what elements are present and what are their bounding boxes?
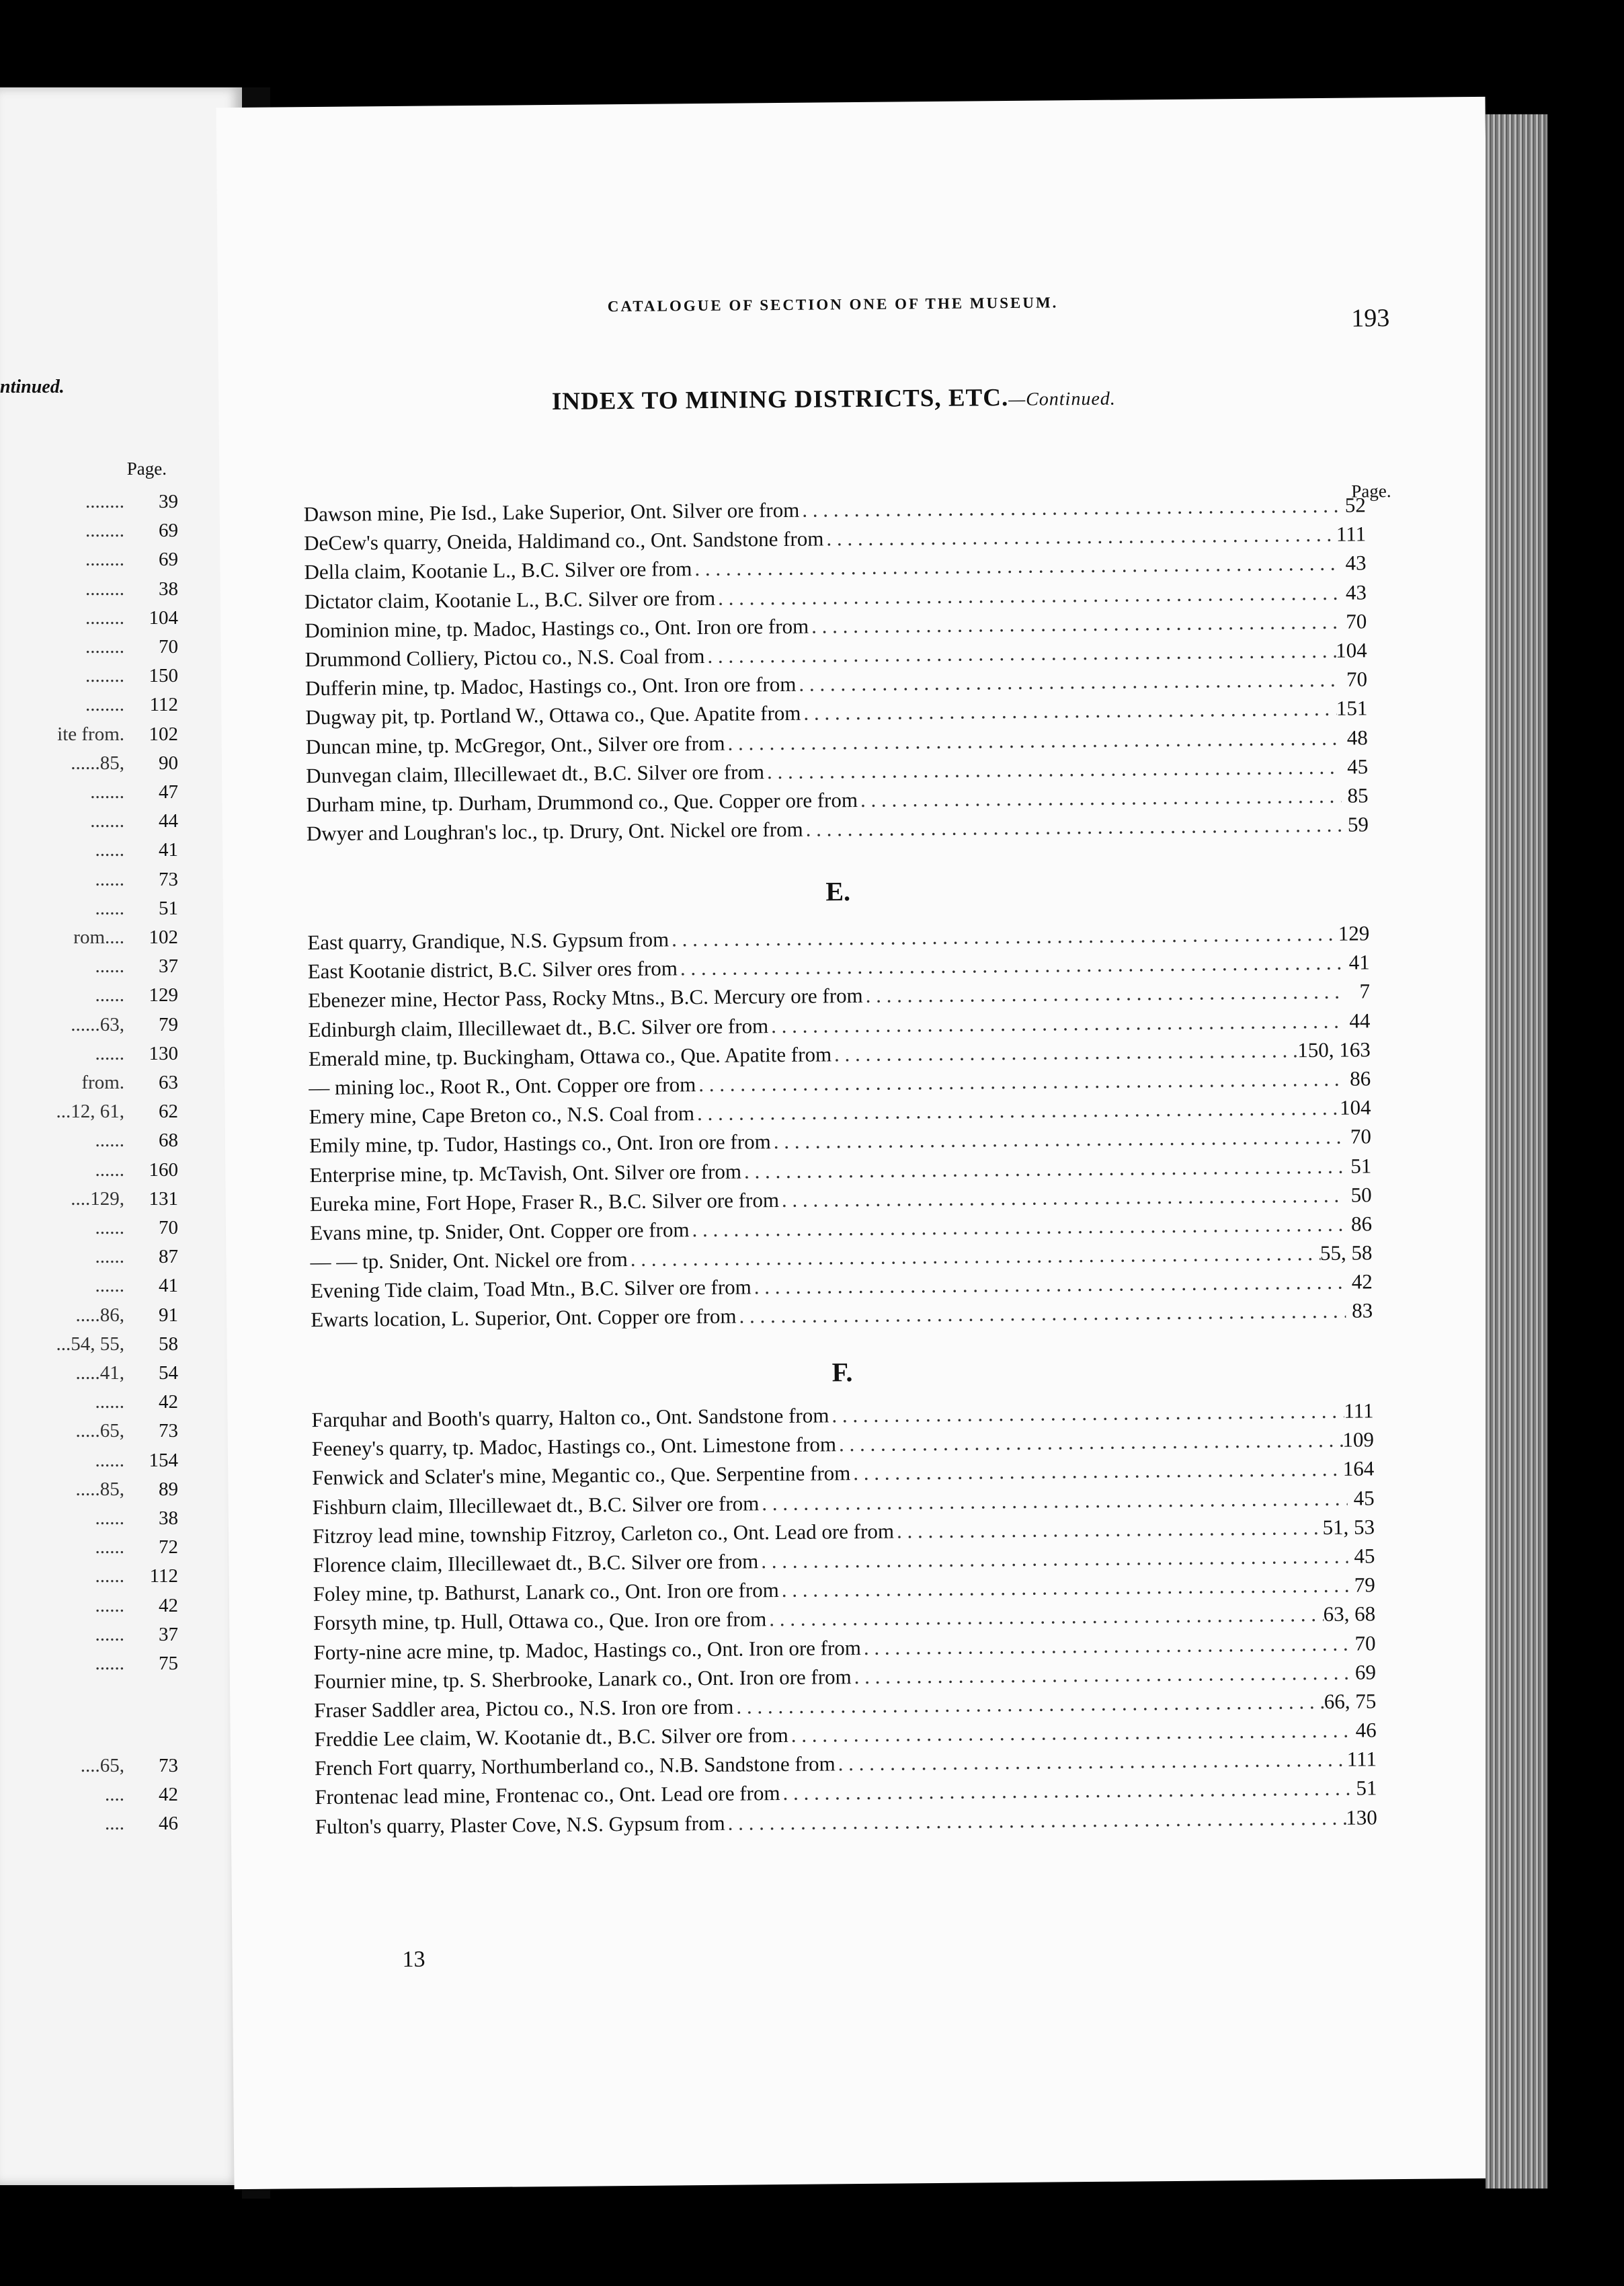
index-entry-text: Evans mine, tp. Snider, Ont. Copper ore from — [309, 1218, 690, 1245]
left-index-entry — [0, 1275, 178, 1302]
left-entry-page: 131 — [149, 1187, 178, 1210]
running-head: CATALOGUE OF SECTION ONE OF THE MUSEUM. — [607, 294, 1059, 315]
left-index-entry — [0, 1188, 178, 1215]
index-entry-text: Emily mine, tp. Tudor, Hastings co., Ont. Iron ore from — [309, 1130, 771, 1158]
left-entry-text: ....... — [90, 810, 124, 832]
index-entry-page: 59 — [1347, 812, 1369, 836]
leader-dots — [736, 1299, 1346, 1329]
index-entry-page: 83 — [1352, 1298, 1373, 1323]
index-entry-text: Fenwick and Sclater's mine, Megantic co., Que. Serpentine from — [312, 1461, 851, 1490]
leader-dots — [861, 1631, 1349, 1659]
index-entry-text: Dictator claim, Kootanie L., B.C. Silver ore from — [304, 586, 716, 613]
index-entry-text: Eureka mine, Fort Hope, Fraser R., B.C. Silver ore from — [309, 1187, 780, 1216]
left-index-entry — [0, 1813, 178, 1840]
left-entry-page: 129 — [149, 984, 178, 1007]
left-index-entry — [0, 810, 178, 837]
left-entry-text: .....85, — [75, 1478, 124, 1500]
section-letter-e: E. — [825, 876, 851, 907]
index-entry-text: French Fort quarry, Northumberland co., N.B. Sandstone from — [314, 1751, 836, 1780]
leader-dots — [759, 1486, 1348, 1515]
left-entry-text: ...12, 61, — [56, 1101, 124, 1123]
leader-dots — [704, 639, 1336, 668]
left-entry-text: .....65, — [75, 1420, 124, 1442]
index-entry-text: Foley mine, tp. Bathurst, Lanark co., Ont. Iron ore from — [313, 1578, 779, 1606]
index-entry-text: Florence claim, Illecillewaet dt., B.C. Silver ore from — [313, 1549, 759, 1577]
leader-dots — [678, 951, 1343, 981]
index-entry-text: Fraser Saddler area, Pictou co., N.S. Iron ore from — [314, 1694, 734, 1722]
index-entry-text: East quarry, Grandique, N.S. Gypsum from — [307, 927, 669, 955]
left-entry-page: 160 — [149, 1158, 178, 1181]
left-index-entry — [0, 694, 178, 721]
left-index-entry — [0, 636, 178, 663]
index-entry-page: 51 — [1356, 1776, 1377, 1801]
index-entry-text: Forsyth mine, tp. Hull, Ottawa co., Que. Iron ore from — [313, 1607, 767, 1635]
left-entry-page: 63 — [159, 1072, 178, 1093]
left-entry-text: ...... — [95, 1623, 124, 1645]
leader-dots — [796, 668, 1340, 697]
left-entry-text: ...... — [95, 1507, 124, 1529]
left-entry-text: ........ — [85, 520, 124, 542]
index-entry-text: Dwyer and Loughran's loc., tp. Drury, Ont. Nickel ore from — [306, 817, 803, 846]
leader-dots — [799, 494, 1339, 522]
left-entry-text: ....... — [90, 781, 124, 803]
left-entry-text: ...... — [95, 1653, 124, 1674]
left-entry-page: 112 — [149, 694, 178, 716]
left-index-entry — [0, 1653, 178, 1680]
left-entry-page: 104 — [149, 606, 178, 629]
left-index-entry — [0, 1450, 178, 1476]
index-entry-text: Dawson mine, Pie Isd., Lake Superior, Ont. Silver ore from — [303, 498, 800, 526]
left-entry-page: 37 — [159, 955, 178, 978]
left-entry-page: 38 — [159, 1507, 178, 1529]
left-entry-text: .... — [105, 1813, 124, 1835]
leader-dots — [696, 1067, 1344, 1097]
left-entry-text: ......63, — [71, 1013, 124, 1035]
index-entry-text: Emery mine, Cape Breton co., N.S. Coal from — [309, 1101, 695, 1129]
index-entry-page: 48 — [1346, 725, 1368, 750]
index-entry-text: Dugway pit, tp. Portland W., Ottawa co., Que. Apatite from — [305, 701, 801, 730]
index-entry-page: 66, 75 — [1324, 1689, 1377, 1713]
left-entry-page: 75 — [159, 1653, 178, 1674]
left-entry-page: 46 — [159, 1813, 178, 1835]
left-entry-text: ...... — [95, 897, 124, 919]
leader-dots — [733, 1690, 1324, 1719]
index-entry-page: 104 — [1335, 638, 1367, 662]
leader-dots — [852, 1660, 1350, 1688]
leader-dots — [758, 1544, 1348, 1574]
index-entry-page: 45 — [1353, 1485, 1375, 1510]
index-entry-page: 111 — [1336, 522, 1367, 546]
left-entry-page: 58 — [159, 1333, 178, 1355]
left-entry-text: ........ — [85, 578, 124, 600]
index-entry-text: Durham mine, tp. Durham, Drummond co., Que. Copper ore from — [306, 787, 858, 817]
left-entry-text: ...... — [95, 1158, 124, 1181]
left-entry-page: 89 — [159, 1478, 178, 1500]
right-page-content — [300, 97, 1391, 2189]
left-entry-page: 79 — [159, 1013, 178, 1035]
index-entry-text: Ebenezer mine, Hector Pass, Rocky Mtns., B.C. Mercury ore from — [307, 984, 863, 1013]
left-index-entry — [0, 1072, 178, 1099]
index-entry-page: 43 — [1345, 580, 1367, 604]
page-number: 193 — [1351, 304, 1390, 333]
left-index-entry — [0, 491, 178, 518]
left-index-entry — [0, 665, 178, 692]
leader-dots — [809, 609, 1340, 638]
index-title — [302, 380, 1365, 418]
leader-dots — [894, 1515, 1323, 1544]
leader-dots — [836, 1428, 1343, 1457]
left-entry-text: ...... — [95, 1217, 124, 1238]
left-entry-text: from. — [81, 1072, 124, 1093]
index-entry-page: 151 — [1336, 696, 1368, 721]
left-entry-page: 150 — [149, 665, 178, 687]
left-index-entry — [0, 955, 178, 982]
index-title-text: INDEX TO MINING DISTRICTS, ETC. — [551, 384, 1009, 416]
left-index-entry — [0, 898, 178, 924]
leader-dots — [850, 1457, 1343, 1485]
left-entry-text: ...... — [95, 955, 124, 978]
left-index-entry — [0, 1420, 178, 1447]
index-entry-page: 46 — [1355, 1718, 1377, 1742]
page-stack-edge — [1486, 114, 1547, 2189]
index-entry-page: 44 — [1349, 1008, 1371, 1033]
left-index-entry — [0, 927, 178, 953]
index-entry-text: Fishburn claim, Illecillewaet dt., B.C. Silver ore from — [312, 1491, 760, 1519]
leader-dots — [823, 522, 1336, 551]
signature-mark: 13 — [402, 1946, 425, 1972]
index-entry-text: Forty-nine acre mine, tp. Madoc, Hastings co., Ont. Iron ore from — [313, 1635, 862, 1664]
index-entry-page: 41 — [1348, 950, 1370, 974]
leader-dots — [694, 1096, 1340, 1126]
left-index-entry — [0, 1014, 178, 1041]
left-entry-page: 73 — [159, 1755, 178, 1776]
index-entry-page: 70 — [1346, 667, 1368, 691]
leader-dots — [752, 1270, 1346, 1300]
left-entry-page: 39 — [159, 491, 178, 512]
left-entry-text: ........ — [85, 636, 124, 658]
left-index-entry — [0, 1595, 178, 1622]
left-entry-text: .....86, — [75, 1304, 124, 1326]
index-entry-page: 85 — [1347, 783, 1369, 807]
leader-dots — [771, 1125, 1345, 1154]
left-index-entry — [0, 1101, 178, 1128]
left-entry-page: 69 — [159, 520, 178, 542]
left-continued-word: ntinued. — [0, 377, 65, 397]
leader-dots — [779, 1573, 1348, 1602]
left-index-entry — [0, 1507, 178, 1534]
left-index-entry — [0, 1391, 178, 1418]
left-entry-text: ...... — [95, 1042, 124, 1064]
left-entry-text: ........ — [85, 694, 124, 716]
leader-dots — [725, 725, 1340, 755]
index-entry-text: Fitzroy lead mine, township Fitzroy, Carleton co., Ont. Lead ore from — [312, 1519, 895, 1548]
index-entry-text: Frontenac lead mine, Frontenac co., Ont. Lead ore from — [315, 1781, 780, 1809]
left-entry-page: 69 — [159, 549, 178, 571]
index-entry-page: 164 — [1342, 1456, 1375, 1481]
left-entry-page: 51 — [159, 897, 178, 919]
index-entry-text: Emerald mine, tp. Buckingham, Ottawa co., Que. Apatite from — [308, 1042, 832, 1070]
index-entry-page: 104 — [1339, 1095, 1371, 1119]
index-entry-page: 111 — [1344, 1398, 1374, 1423]
left-entry-text: ...... — [95, 1246, 124, 1268]
leader-dots — [780, 1776, 1350, 1805]
right-page — [216, 97, 1504, 2189]
index-entry-text: Della claim, Kootanie L., B.C. Silver ore from — [304, 557, 692, 584]
index-entry-page: 70 — [1346, 609, 1367, 633]
left-entry-text: ...... — [95, 1536, 124, 1559]
left-entry-page: 47 — [159, 781, 178, 803]
index-entry-text: Enterprise mine, tp. McTavish, Ont. Silver ore from — [309, 1159, 742, 1187]
index-entry-text: Feeney's quarry, tp. Madoc, Hastings co., Ont. Limestone from — [311, 1432, 837, 1461]
left-entry-page: 68 — [159, 1130, 178, 1152]
left-entry-page: 42 — [159, 1784, 178, 1806]
index-entry-text: Freddie Lee claim, W. Kootanie dt., B.C. Silver ore from — [314, 1723, 788, 1751]
leader-dots — [858, 784, 1342, 812]
left-entry-page: 102 — [149, 723, 178, 745]
left-entry-page: 38 — [159, 578, 178, 600]
index-entry-text: Fournier mine, tp. S. Sherbrooke, Lanark co., Ont. Iron ore from — [313, 1664, 852, 1693]
left-index-entry — [0, 1536, 178, 1563]
leader-dots — [768, 1009, 1344, 1037]
left-entry-text: ...... — [95, 1594, 124, 1616]
index-entry-page: 69 — [1354, 1660, 1377, 1684]
index-entry-page: 70 — [1354, 1630, 1376, 1655]
leader-dots — [788, 1719, 1350, 1747]
index-entry-page: 52 — [1344, 493, 1366, 517]
index-entry-text: Duncan mine, tp. McGregor, Ont., Silver ore from — [305, 731, 725, 758]
left-entry-page: 112 — [149, 1565, 178, 1587]
left-entry-page: 72 — [159, 1536, 178, 1559]
left-index-entry — [0, 1755, 178, 1782]
section-d-entries — [304, 493, 1369, 851]
left-index-entry — [0, 1624, 178, 1651]
left-entry-text: ........ — [85, 606, 124, 629]
left-entry-text: ...... — [95, 839, 124, 861]
leader-dots — [803, 813, 1342, 842]
index-entry-page: 51 — [1350, 1153, 1372, 1178]
left-entry-page: 91 — [159, 1304, 178, 1326]
left-entry-page: 54 — [159, 1362, 178, 1384]
index-entry-page: 42 — [1351, 1269, 1373, 1294]
left-entry-page: 73 — [159, 1420, 178, 1442]
left-entry-text: ........ — [85, 549, 124, 571]
left-index-entry — [0, 781, 178, 808]
index-entry-page: 86 — [1350, 1066, 1371, 1091]
left-entry-page: 90 — [159, 752, 178, 774]
left-entry-page: 62 — [159, 1101, 178, 1123]
left-entry-page: 37 — [159, 1623, 178, 1645]
left-entry-text: ite from. — [57, 723, 124, 745]
index-entry-text: DeCew's quarry, Oneida, Haldimand co., Ont. Sandstone from — [304, 526, 824, 555]
index-entry-page: 111 — [1346, 1747, 1377, 1771]
left-entry-page: 73 — [159, 868, 178, 890]
index-entry-page: 7 — [1359, 979, 1371, 1003]
index-entry-text: — — tp. Snider, Ont. Nickel ore from — [310, 1247, 628, 1274]
index-entry-page: 45 — [1354, 1544, 1375, 1568]
left-index-entry — [0, 1479, 178, 1505]
left-entry-text: ....129, — [71, 1187, 124, 1210]
index-entry-page: 109 — [1342, 1427, 1375, 1452]
leader-dots — [863, 980, 1344, 1008]
index-entry-text: — mining loc., Root R., Ont. Copper ore from — [309, 1072, 696, 1100]
left-entry-text: ...... — [95, 1565, 124, 1587]
index-entry-page: 86 — [1350, 1212, 1373, 1236]
index-entry-page: 63, 68 — [1323, 1602, 1376, 1626]
index-entry-page: 130 — [1346, 1805, 1377, 1829]
left-entry-page: 44 — [159, 810, 178, 832]
left-index-entry — [0, 607, 178, 634]
index-entry-text: East Kootanie district, B.C. Silver ores from — [307, 956, 678, 984]
index-entry-text: Edinburgh claim, Illecillewaet dt., B.C. Silver ore from — [308, 1013, 769, 1041]
index-entry-text: Farquhar and Booth's quarry, Halton co., Ont. Sandstone from — [311, 1403, 829, 1432]
leader-dots — [764, 754, 1341, 783]
leader-dots — [692, 551, 1339, 581]
leader-dots — [829, 1399, 1344, 1428]
index-entry-text: Ewarts location, L. Superior, Ont. Copper ore from — [311, 1304, 737, 1332]
left-index-entry — [0, 1159, 178, 1186]
leader-dots — [689, 1212, 1345, 1243]
left-entry-text: ........ — [85, 491, 124, 512]
left-index-entry — [0, 549, 178, 576]
left-entry-text: .... — [105, 1784, 124, 1806]
left-entry-text: ...54, 55, — [56, 1333, 124, 1355]
index-entry-page: 70 — [1350, 1124, 1372, 1148]
left-index-entry — [0, 1565, 178, 1592]
index-entry-page: 45 — [1346, 754, 1369, 779]
leader-dots — [725, 1805, 1346, 1835]
leader-dots — [766, 1602, 1324, 1631]
left-entry-text: ....65, — [80, 1755, 124, 1776]
left-entry-text: ...... — [95, 984, 124, 1007]
left-index-entry — [0, 1784, 178, 1811]
left-index-entry — [0, 1217, 178, 1244]
left-index-entry — [0, 723, 178, 750]
left-entry-page: 41 — [159, 1275, 178, 1297]
left-index-entry — [0, 520, 178, 547]
index-entry-page: 51, 53 — [1322, 1515, 1375, 1539]
left-index-entry — [0, 984, 178, 1011]
index-entry-page: 43 — [1345, 551, 1367, 576]
left-entry-text: .....41, — [75, 1362, 124, 1384]
index-entry-page: 50 — [1350, 1183, 1372, 1207]
left-entry-text: ...... — [95, 1275, 124, 1297]
index-entry-text: Dunvegan claim, Illecillewaet dt., B.C. Silver ore from — [306, 759, 765, 787]
page-column-label: Page. — [1351, 481, 1391, 502]
index-entry-text: Dominion mine, tp. Madoc, Hastings co., Ont. Iron ore from — [304, 614, 809, 642]
index-entry-page: 79 — [1354, 1573, 1375, 1597]
left-index-entry — [0, 1246, 178, 1273]
left-index-entry — [0, 1362, 178, 1389]
left-index-entry — [0, 752, 178, 779]
left-entry-text: ......85, — [71, 752, 124, 774]
left-index-entry — [0, 1130, 178, 1156]
left-entry-page: 130 — [149, 1042, 178, 1064]
left-entry-page: 42 — [159, 1391, 178, 1413]
left-entry-page: 87 — [159, 1246, 178, 1268]
left-entry-page: 70 — [159, 636, 178, 658]
leader-dots — [835, 1747, 1347, 1776]
left-entry-page: 154 — [149, 1449, 178, 1471]
leader-dots — [715, 580, 1340, 610]
left-entry-text: ........ — [85, 665, 124, 687]
index-entry-page: 150, 163 — [1297, 1037, 1371, 1062]
left-index-entry — [0, 839, 178, 866]
left-entry-text: rom.... — [73, 927, 124, 948]
leader-dots — [669, 922, 1338, 952]
leader-dots — [741, 1154, 1345, 1183]
left-page-content — [0, 87, 202, 2185]
left-entry-text: ...... — [95, 1391, 124, 1413]
index-title-continued: —Continued. — [1008, 388, 1116, 411]
left-entry-page: 70 — [159, 1217, 178, 1238]
left-index-entry — [0, 869, 178, 896]
left-entry-text: ...... — [95, 868, 124, 890]
leader-dots — [831, 1038, 1298, 1066]
index-entry-page: 55, 58 — [1320, 1240, 1373, 1265]
section-e-entries — [307, 921, 1373, 1337]
index-entry-text: Fulton's quarry, Plaster Cove, N.S. Gypsum from — [315, 1811, 725, 1838]
section-letter-f: F. — [831, 1357, 853, 1388]
leader-dots — [628, 1241, 1320, 1271]
index-entry-text: Drummond Colliery, Pictou co., N.S. Coal from — [304, 643, 705, 672]
index-entry-text: Dufferin mine, tp. Madoc, Hastings co., Ont. Iron ore from — [304, 672, 797, 701]
left-entry-text: ...... — [95, 1449, 124, 1471]
section-f-entries — [311, 1398, 1377, 1844]
left-index-entry — [0, 578, 178, 605]
leader-dots — [779, 1183, 1345, 1212]
index-entry-page: 129 — [1338, 921, 1370, 945]
left-entry-page: 42 — [159, 1594, 178, 1616]
leader-dots — [801, 697, 1336, 725]
left-page-label: Page. — [126, 459, 167, 479]
left-entry-page: 102 — [149, 927, 178, 948]
index-entry-text: Evening Tide claim, Toad Mtn., B.C. Silver ore from — [310, 1275, 752, 1303]
left-entry-page: 41 — [159, 839, 178, 861]
left-page — [0, 87, 242, 2185]
left-entry-text: ...... — [95, 1130, 124, 1152]
left-index-entry — [0, 1043, 178, 1070]
left-index-entry — [0, 1333, 178, 1360]
left-index-entry — [0, 1304, 178, 1331]
